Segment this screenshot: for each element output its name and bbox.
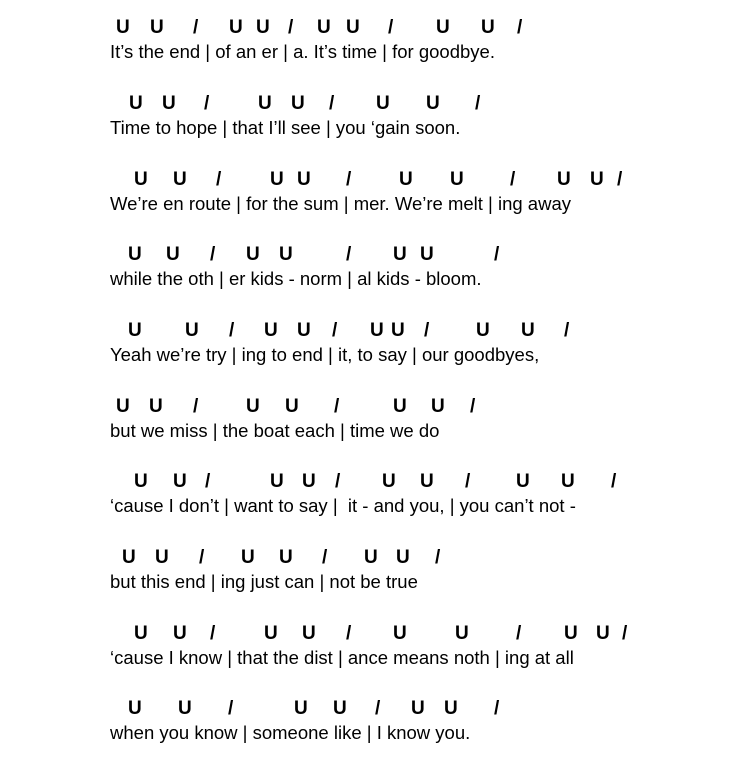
verse-stanza [0,698,750,748]
stress-mark: / [388,17,394,38]
unstress-mark: U [382,471,396,492]
verse-stanza [0,169,750,219]
stress-mark: / [329,93,335,114]
stress-mark: / [216,169,222,190]
unstress-mark: U [561,471,575,492]
unstress-mark: U [173,169,187,190]
stress-mark: / [205,471,211,492]
unstress-mark: U [302,623,316,644]
verse-line: It’s the end | of an er | a. It’s time | for goodbye. [110,41,495,62]
stress-mark: / [228,698,234,719]
unstress-mark: U [557,169,571,190]
verse-stanza [0,93,750,143]
verse-line: when you know | someone like | I know you. [110,722,471,743]
unstress-mark: U [155,547,169,568]
unstress-mark: U [317,17,331,38]
verse-line: Time to hope | that I’ll see | you ‘gain soon. [110,117,461,138]
unstress-mark: U [185,320,199,341]
unstress-mark: U [264,623,278,644]
stress-mark: / [334,396,340,417]
unstress-mark: U [294,698,308,719]
stress-mark: / [435,547,441,568]
stress-mark: / [516,623,522,644]
unstress-mark: U [455,623,469,644]
unstress-mark: U [128,698,142,719]
verse-stanza [0,396,750,446]
unstress-mark: U [116,396,130,417]
stress-mark: / [510,169,516,190]
stress-mark: / [288,17,294,38]
unstress-mark: U [173,471,187,492]
stress-mark: / [617,169,623,190]
unstress-mark: U [270,169,284,190]
unstress-mark: U [431,396,445,417]
stress-mark: / [611,471,617,492]
verse-line: but this end | ing just can | not be true [110,571,418,592]
unstress-mark: U [393,623,407,644]
stress-mark: / [193,17,199,38]
unstress-mark: U [364,547,378,568]
unstress-mark: U [279,244,293,265]
stress-mark: / [470,396,476,417]
stress-mark: / [204,93,210,114]
unstress-mark: U [134,169,148,190]
unstress-mark: U [333,698,347,719]
unstress-mark: U [476,320,490,341]
verse-stanza [0,244,750,294]
stress-mark: / [210,244,216,265]
stress-mark: / [517,17,523,38]
verse-stanza [0,320,750,370]
verse-line: while the oth | er kids - norm | al kids - bloom. [110,268,482,289]
unstress-mark: U [426,93,440,114]
stress-mark: / [375,698,381,719]
unstress-mark: U [481,17,495,38]
unstress-mark: U [264,320,278,341]
verse-line: ‘cause I know | that the dist | ance means noth | ing at all [110,647,574,668]
unstress-mark: U [229,17,243,38]
unstress-mark: U [122,547,136,568]
unstress-mark: U [241,547,255,568]
stress-mark: / [229,320,235,341]
unstress-mark: U [116,17,130,38]
verse-stanza [0,623,750,673]
stress-mark: / [335,471,341,492]
unstress-mark: U [521,320,535,341]
unstress-mark: U [590,169,604,190]
unstress-mark: U [393,396,407,417]
unstress-mark: U [297,169,311,190]
verse-line: but we miss | the boat each | time we do [110,420,440,441]
stress-mark: / [210,623,216,644]
stress-mark: / [193,396,199,417]
verse-stanza [0,471,750,521]
unstress-mark: U [246,396,260,417]
unstress-mark: U [258,93,272,114]
unstress-mark: U [270,471,284,492]
unstress-mark: U [173,623,187,644]
unstress-mark: U [444,698,458,719]
unstress-mark: U [391,320,405,341]
stress-mark: / [199,547,205,568]
stress-mark: / [622,623,628,644]
unstress-mark: U [436,17,450,38]
stress-mark: / [346,244,352,265]
unstress-mark: U [596,623,610,644]
stress-mark: / [564,320,570,341]
stress-mark: / [346,623,352,644]
stress-mark: / [494,698,500,719]
stress-mark: / [332,320,338,341]
unstress-mark: U [346,17,360,38]
unstress-mark: U [279,547,293,568]
unstress-mark: U [128,244,142,265]
unstress-mark: U [166,244,180,265]
verse-line: Yeah we’re try | ing to end | it, to say | our goodbyes, [110,344,540,365]
unstress-mark: U [396,547,410,568]
unstress-mark: U [256,17,270,38]
stress-mark: / [424,320,430,341]
unstress-mark: U [134,471,148,492]
stress-mark: / [346,169,352,190]
unstress-mark: U [302,471,316,492]
stress-mark: / [475,93,481,114]
verse-stanza [0,17,750,67]
unstress-mark: U [420,244,434,265]
stress-mark: / [465,471,471,492]
unstress-mark: U [399,169,413,190]
unstress-mark: U [285,396,299,417]
unstress-mark: U [246,244,260,265]
unstress-mark: U [150,17,164,38]
unstress-mark: U [564,623,578,644]
verse-line: We’re en route | for the sum | mer. We’re melt | ing away [110,193,571,214]
unstress-mark: U [420,471,434,492]
unstress-mark: U [149,396,163,417]
unstress-mark: U [128,320,142,341]
unstress-mark: U [376,93,390,114]
unstress-mark: U [450,169,464,190]
verse-line: ‘cause I don’t | want to say | it - and you, | you can’t not - [110,495,576,516]
unstress-mark: U [129,93,143,114]
stress-mark: / [494,244,500,265]
unstress-mark: U [411,698,425,719]
unstress-mark: U [297,320,311,341]
unstress-mark: U [393,244,407,265]
unstress-mark: U [178,698,192,719]
unstress-mark: U [134,623,148,644]
unstress-mark: U [162,93,176,114]
unstress-mark: U [291,93,305,114]
stress-mark: / [322,547,328,568]
verse-stanza [0,547,750,597]
unstress-mark: U [516,471,530,492]
unstress-mark: U [370,320,384,341]
